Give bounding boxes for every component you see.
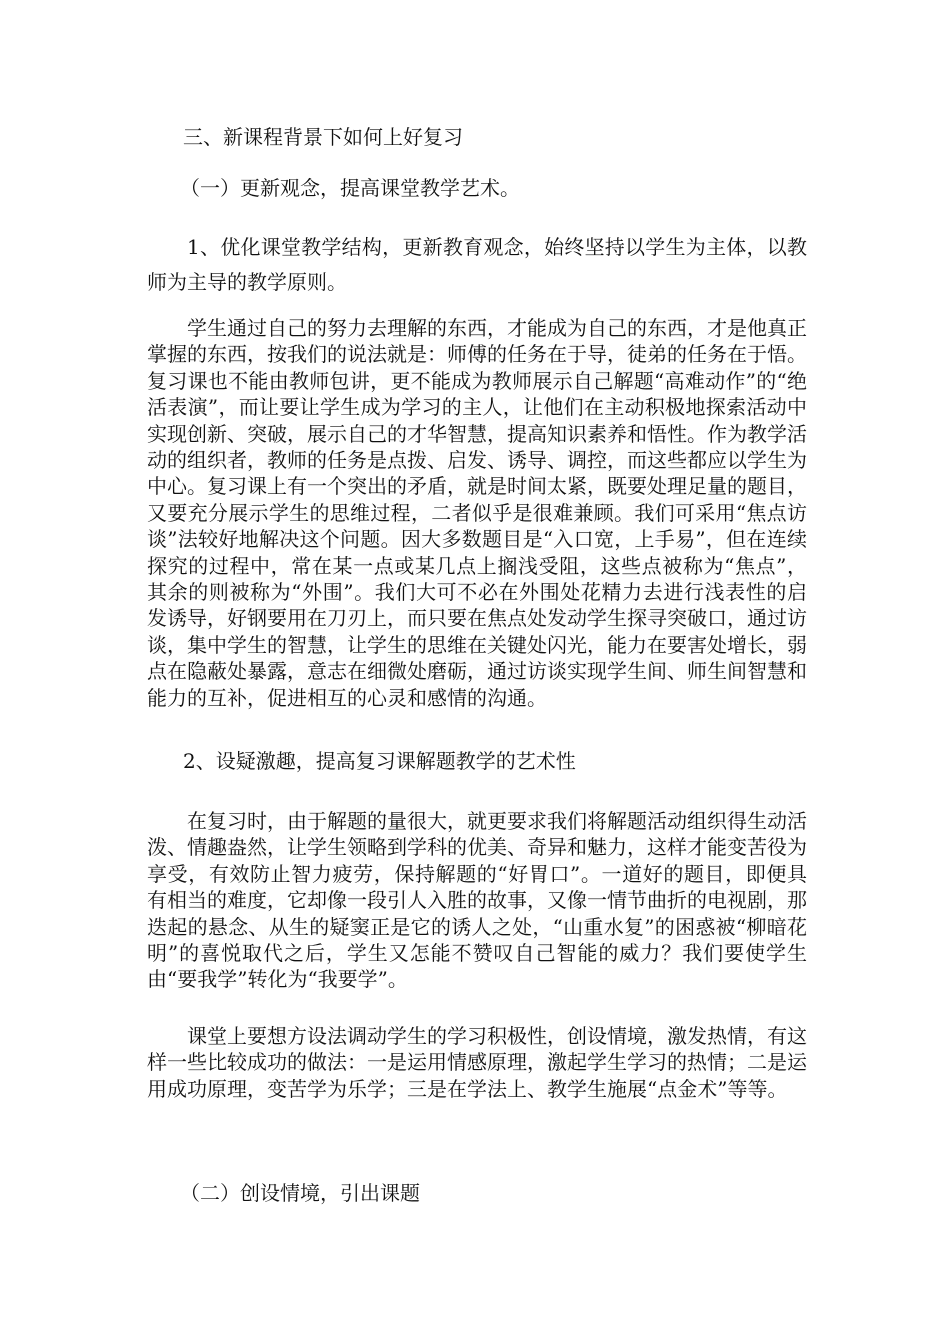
subsection-heading-2: （二）创设情境，引出课题	[180, 1181, 420, 1205]
paragraph-3: 课堂上要想方设法调动学生的学习积极性，创设情境，激发热情，有这样一些比较成功的做法：一是运用情感原理，激起学生学习的热情；二是运用成功原理，变苦学为乐学；三是在学法上、教学生施展“点金术”等等。	[147, 1024, 807, 1101]
subsection-heading-1: （一）更新观念，提高课堂教学艺术。	[180, 176, 520, 200]
point-heading-2: 2、设疑激趣，提高复习课解题教学的艺术性	[183, 749, 576, 773]
section-title: 三、新课程背景下如何上好复习	[183, 125, 463, 149]
point-heading-1: 1、优化课堂教学结构，更新教育观念，始终坚持以学生为主体，以教师为主导的教学原则。	[147, 235, 807, 294]
paragraph-1: 学生通过自己的努力去理解的东西，才能成为自己的东西，才是他真正掌握的东西，按我们的说法就是：师傅的任务在于导，徒弟的任务在于悟。复习课也不能由教师包讲，更不能成为教师展示自己解题“高难动作”的“绝活表演”，而让要让学生成为学习的主人，让他们在主动积极地探索活动中实现创新、突破，展示自己的才华智慧，提高知识素养和悟性。作为教学活动的组织者，教师的任务是点拨、启发、诱导、调控，而这些都应以学生为中心。复习课上有一个突出的矛盾，就是时间太紧，既要处理足量的题目，又要充分展示学生的思维过程，二者似乎是很难兼顾。我们可采用“焦点访谈”法较好地解决这个问题。因大多数题目是“入口宽，上手易”，但在连续探究的过程中，常在某一点或某几点上搁浅受阻，这些点被称为“焦点”，其余的则被称为“外围”。我们大可不必在外围处花精力去进行浅表性的启发诱导，好钢要用在刀刃上，而只要在焦点处发动学生探寻突破口，通过访谈，集中学生的智慧，让学生的思维在关键处闪光，能力在要害处增长，弱点在隐蔽处暴露，意志在细微处磨砺，通过访谈实现学生间、师生间智慧和能力的互补，促进相互的心灵和感情的沟通。	[147, 316, 807, 710]
paragraph-2: 在复习时，由于解题的量很大，就更要求我们将解题活动组织得生动活泼、情趣盎然，让学生领略到学科的优美、奇异和魅力，这样才能变苦役为享受，有效防止智力疲劳，保持解题的“好胃口”。一道好的题目，即便具有相当的难度，它却像一段引人入胜的故事，又像一情节曲折的电视剧，那迭起的悬念、从生的疑窦正是它的诱人之处，“山重水复”的困惑被“柳暗花明”的喜悦取代之后，学生又怎能不赞叹自己智能的威力？我们要使学生由“要我学”转化为“我要学”。	[147, 809, 807, 992]
